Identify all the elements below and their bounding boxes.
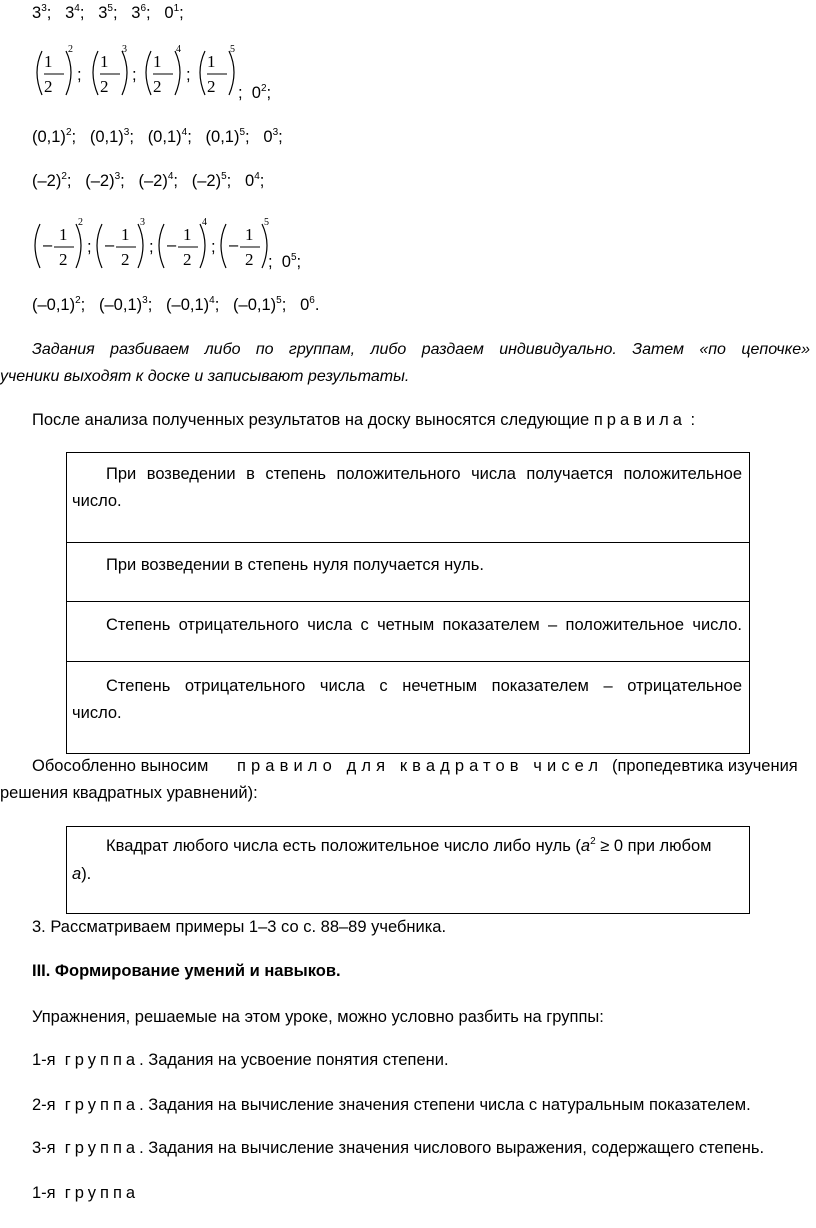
powers-row-3: $3^3$; $3^4$; $3^5$; $3^6$; $0^1$; (32, 3, 184, 22)
rule-1-line2: число. (72, 492, 122, 510)
numerator: 1 (100, 52, 109, 71)
exponent: 5 (230, 44, 235, 55)
denominator: 2 (59, 250, 68, 269)
rule-4-line1: Степень отрицательного числа с нечетным показателем – отрицательное (106, 677, 742, 695)
group-3: 3-я группа. Задания на вычисление значения числового выражения, содержащего степень. (32, 1139, 765, 1157)
minus-sign: – (105, 236, 115, 254)
numerator: 1 (121, 225, 130, 244)
denominator: 2 (100, 77, 109, 96)
rule-1-line1: При возведении в степень положительного числа получается положительное (106, 465, 742, 483)
fraction-parentheses (30, 218, 280, 278)
numerator: 1 (153, 52, 162, 71)
denominator: 2 (153, 77, 162, 96)
denominator: 2 (207, 77, 216, 96)
exponent: 3 (122, 44, 127, 55)
denominator: 2 (121, 250, 130, 269)
separate-spaced: правило для квадратов чисел (237, 757, 604, 775)
exponent: 2 (78, 217, 83, 228)
group-1: 1-я группа. Задания на усвоение понятия степени. (32, 1051, 449, 1069)
square-rule-line1: Квадрат любого числа есть положительное число либо нуль ($a^2 \ge 0$ при любом (106, 836, 712, 855)
square-rule-line2: a). (72, 865, 92, 883)
denominator: 2 (44, 77, 53, 96)
minus-sign: – (43, 236, 53, 254)
numerator: 1 (59, 225, 68, 244)
denominator: 2 (183, 250, 192, 269)
fraction-parentheses (30, 45, 250, 105)
separator: ; (87, 238, 92, 256)
numerator: 1 (183, 225, 192, 244)
separator: ; (149, 238, 154, 256)
exponent: 2 (68, 44, 73, 55)
separator: ; (132, 66, 137, 84)
rules-box (66, 452, 750, 754)
powers-row-minus-0-1: $(-0,1)^2$; $(-0,1)^3$; $(-0,1)^4$; $(-0,1)^5$; $0^6$. (32, 295, 320, 314)
minus-sign: – (167, 236, 177, 254)
rule-4-line2: число. (72, 704, 122, 722)
exponent: 4 (202, 217, 207, 228)
italic-paragraph-line1: Задания разбиваем либо по группам, либо раздаем индивидуально. Затем «по цепочке» (32, 341, 810, 358)
separate-start: Обособленно выносим (32, 757, 209, 775)
separator: ; (211, 238, 216, 256)
numerator: 1 (44, 52, 53, 71)
numerator: 1 (207, 52, 216, 71)
group-1-repeat: 1-я группа (32, 1184, 140, 1202)
separator: ; (186, 66, 191, 84)
exponent: 5 (264, 217, 269, 228)
separate-line2: решения квадратных уравнений): (0, 784, 258, 802)
powers-row-0-1: $(0,1)^2$; $(0,1)^3$; $(0,1)^4$; $(0,1)^5$; $0^3$; (32, 127, 283, 146)
exponent: 4 (176, 44, 181, 55)
rules-intro: После анализа полученных результатов на доску выносятся следующие правила : (32, 411, 696, 429)
rule-2: При возведении в степень нуля получается нуль. (106, 556, 484, 574)
exponent: 3 (140, 217, 145, 228)
powers-row-minus-2: $(-2)^2$; $(-2)^3$; $(-2)^4$; $(-2)^5$; $0^4$; (32, 171, 265, 190)
rules-divider (66, 661, 750, 662)
zero-power: ; $0^5$; (268, 252, 302, 271)
denominator: 2 (245, 250, 254, 269)
zero-power: ; $0^2$; (238, 83, 272, 102)
exercises-intro: Упражнения, решаемые на этом уроке, можно условно разбить на группы: (32, 1008, 604, 1026)
section-heading: III. Формирование умений и навыков. (32, 962, 341, 980)
rules-divider (66, 601, 750, 602)
separate-end: (пропедевтика изучения (612, 757, 798, 775)
group-2: 2-я группа. Задания на вычисление значения степени числа с натуральным показателем. (32, 1096, 751, 1114)
rules-divider (66, 542, 750, 543)
minus-sign: – (229, 236, 239, 254)
rule-3: Степень отрицательного числа с четным показателем – положительное число. (106, 616, 742, 634)
separator: ; (77, 66, 82, 84)
italic-paragraph-line2: ученики выходят к доске и записывают результаты. (0, 368, 410, 385)
numerator: 1 (245, 225, 254, 244)
item-3: 3. Рассматриваем примеры 1–3 со с. 88–89 учебника. (32, 918, 447, 936)
